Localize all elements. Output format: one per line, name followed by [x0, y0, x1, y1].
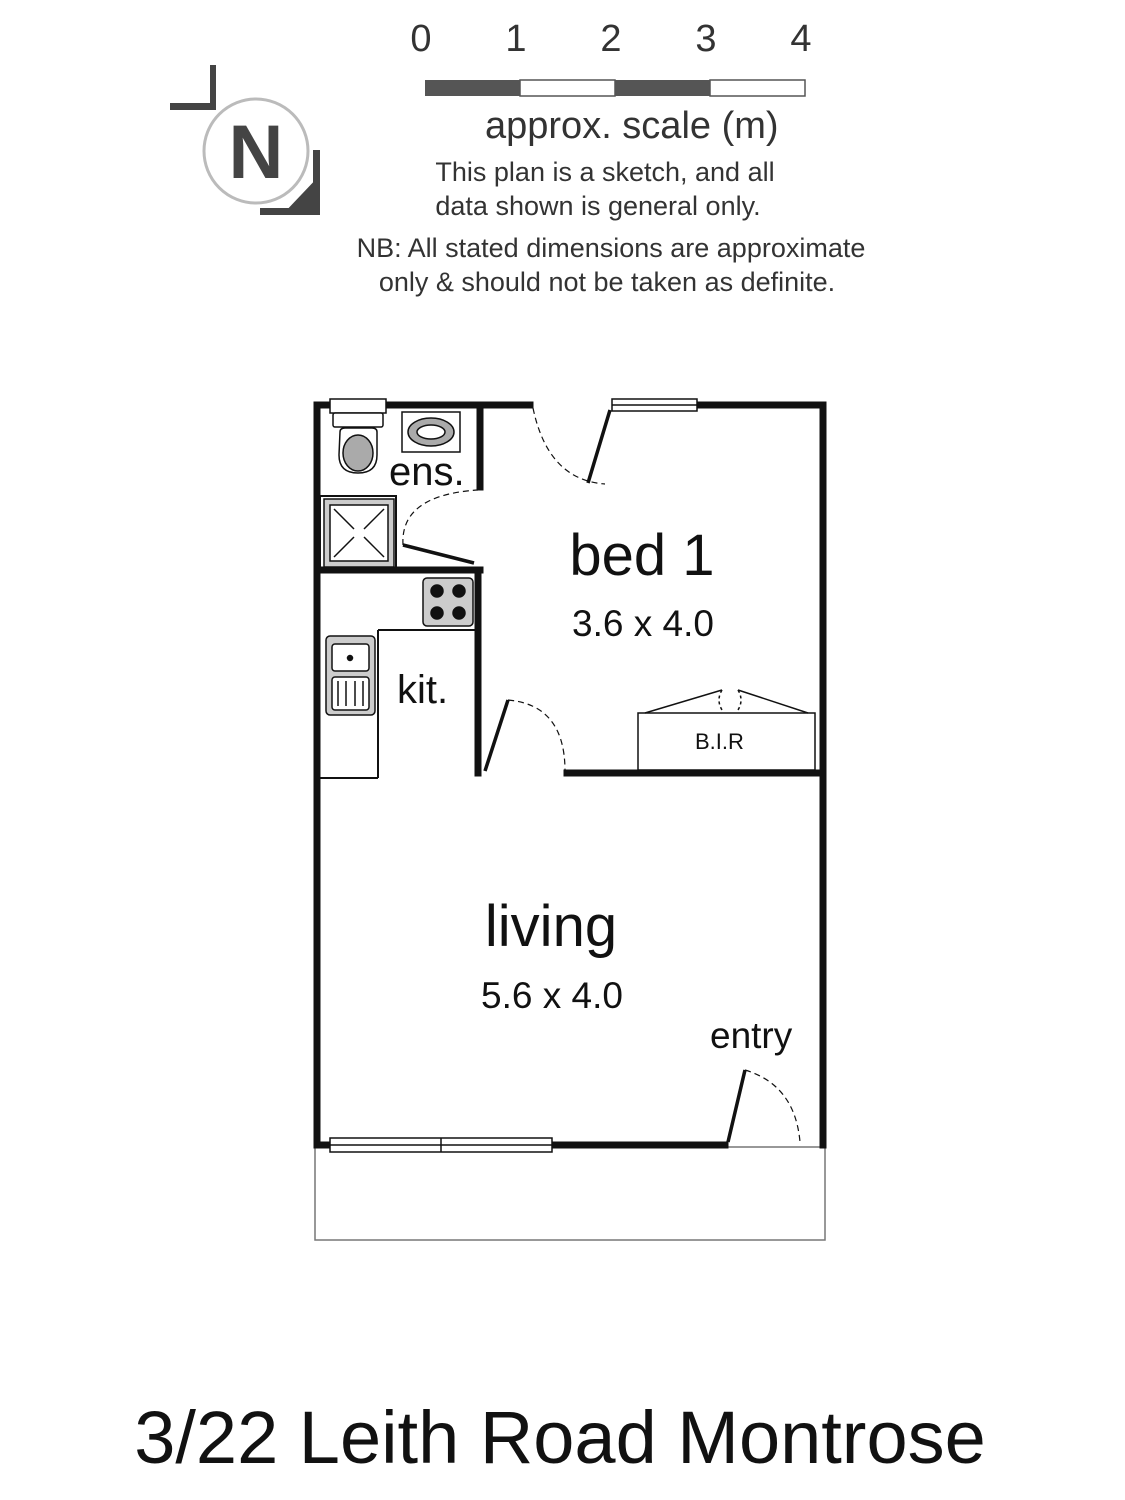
scale-tick-3: 3 — [695, 18, 717, 60]
toilet-icon — [333, 413, 383, 473]
room-label-entry: entry — [710, 1015, 793, 1056]
room-label-living: living — [484, 894, 618, 959]
room-label-kitchen: kit. — [397, 668, 449, 712]
disclaimer-line-3: NB: All stated dimensions are approximate — [356, 233, 866, 263]
scale-tick-4: 4 — [790, 18, 812, 60]
basin-icon — [402, 412, 460, 452]
scale-bar — [425, 80, 805, 96]
kitchen-sink-icon — [326, 636, 375, 715]
room-label-bir: B.I.R — [695, 729, 744, 754]
room-label-ensuite: ens. — [389, 450, 465, 494]
room-dims-living: 5.6 x 4.0 — [481, 975, 623, 1016]
svg-text:N: N — [228, 110, 284, 195]
deck-outline — [315, 1147, 825, 1240]
property-address: 3/22 Leith Road Montrose — [134, 1396, 986, 1479]
scale-tick-0: 0 — [410, 18, 432, 60]
disclaimer-line-4: only & should not be taken as definite. — [378, 267, 836, 297]
scale-tick-1: 1 — [505, 18, 527, 60]
scale-caption: approx. scale (m) — [485, 105, 779, 147]
scale-tick-2: 2 — [600, 18, 622, 60]
north-arrow-icon — [170, 65, 320, 215]
disclaimer-line-1: This plan is a sketch, and all — [435, 157, 775, 187]
cooktop-icon — [423, 578, 473, 626]
room-label-bed1: bed 1 — [569, 523, 715, 588]
room-dims-bed1: 3.6 x 4.0 — [572, 603, 714, 644]
disclaimer-line-2: data shown is general only. — [435, 191, 761, 221]
shower-icon — [324, 499, 394, 567]
